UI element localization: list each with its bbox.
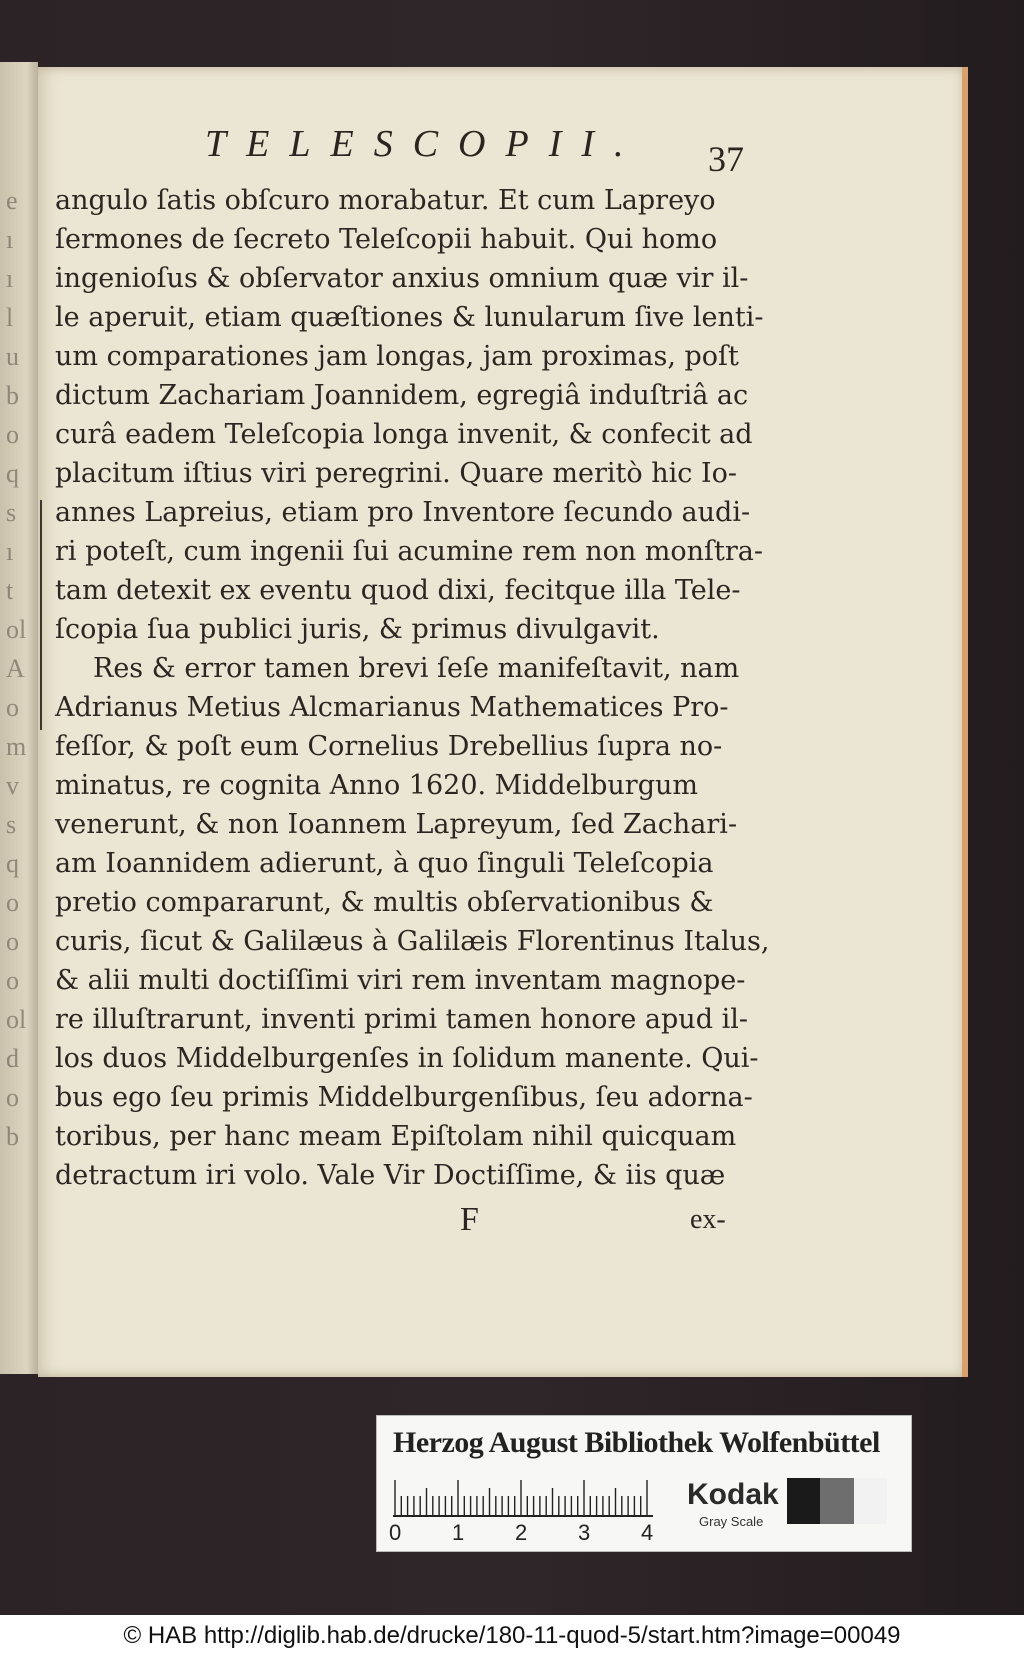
body-text (55, 181, 770, 1195)
text-line: feſſor, & poſt eum Cornelius Drebellius ſupra no- (55, 731, 723, 762)
gray-swatches (787, 1478, 887, 1524)
facing-page-letter: b (6, 381, 19, 410)
facing-page-letter: ı (6, 537, 14, 566)
text-line: los duos Middelburgenſes in ſolidum manente. Qui- (55, 1043, 759, 1074)
facing-page-letter: m (6, 732, 27, 761)
facing-page-letter: e (6, 186, 18, 215)
text-line: le aperuit, etiam quæſtiones & lunularum ſive lenti- (55, 302, 764, 333)
facing-page-letter: o (6, 693, 19, 722)
gray-scale-label: Gray Scale (699, 1514, 764, 1529)
ruler-numbers (389, 1520, 659, 1546)
ruler-number: 1 (452, 1520, 465, 1545)
facing-page-letter: o (6, 888, 19, 917)
text-line: ingenioſus & obſervator anxius omnium quæ vir il- (55, 263, 749, 294)
ruler-number: 2 (515, 1520, 528, 1545)
text-line: ri poteſt, cum ingenii ſui acumine rem non monſtra- (55, 536, 764, 567)
facing-page-letter: d (6, 1044, 19, 1073)
text-line: ſermones de ſecreto Teleſcopii habuit. Qui homo (55, 224, 718, 255)
source-footer: © HAB http://diglib.hab.de/drucke/180-11-quod-5/start.htm?image=00049 (0, 1615, 1024, 1657)
ruler-number: 0 (389, 1520, 402, 1545)
text-line: annes Lapreius, etiam pro Inventore ſecundo audi- (55, 497, 751, 528)
library-name: Herzog August Bibliothek Wolfenbüttel (393, 1426, 880, 1459)
text-line: curis, ſicut & Galilæus à Galilæis Florentinus Italus, (55, 926, 770, 957)
facing-page-letter: q (6, 459, 19, 488)
text-line: re illuſtrarunt, inventi primi tamen honore apud il- (55, 1004, 748, 1035)
facing-page-letter: ı (6, 264, 14, 293)
signature-mark: F (460, 1201, 479, 1238)
page-number: 37 (708, 139, 744, 179)
text-line: angulo ſatis obſcuro morabatur. Et cum Lapreyo (55, 185, 716, 216)
text-line: bus ego ſeu primis Middelburgenſibus, ſeu adorna- (55, 1082, 753, 1113)
facing-page-letter: l (6, 303, 14, 332)
text-line: um comparationes jam longas, jam proximas, poſt (55, 341, 739, 372)
margin-line (40, 500, 42, 730)
facing-page-letter: o (6, 1083, 19, 1112)
running-head: TELESCOPII. (205, 123, 644, 165)
kodak-logo: Kodak (687, 1478, 779, 1511)
text-line: Adrianus Metius Alcmarianus Mathematices Pro- (55, 692, 729, 723)
text-line: venerunt, & non Ioannem Lapreyum, ſed Zachari- (55, 809, 738, 840)
text-line: am Ioannidem adierunt, à quo ſinguli Teleſcopia (55, 848, 714, 879)
text-line: placitum iſtius viri peregrini. Quare meritò hic Io- (55, 458, 737, 489)
text-line: toribus, per hanc meam Epiſtolam nihil quicquam (55, 1121, 737, 1152)
text-line: ſcopia ſua publici juris, & primus divulgavit. (55, 614, 660, 645)
facing-page-edge (0, 62, 38, 1374)
ruler-number: 4 (641, 1520, 654, 1545)
facing-page-letter: v (6, 771, 19, 800)
text-line: tam detexit ex eventu quod dixi, fecitque illa Tele- (55, 575, 741, 606)
text-line: dictum Zachariam Joannidem, egregiâ induſtriâ ac (55, 380, 749, 411)
facing-page-letter: s (6, 498, 17, 527)
facing-page-letter: ol (6, 615, 27, 644)
facing-page-letter: o (6, 966, 19, 995)
text-line: & alii multi doctiſſimi viri rem inventam magnope- (55, 965, 746, 996)
facing-page-letter: s (6, 810, 17, 839)
facing-page-letter: A (6, 654, 25, 683)
text-line: curâ eadem Teleſcopia longa invenit, & confecit ad (55, 419, 753, 450)
facing-page-letter: o (6, 927, 19, 956)
facing-page-letter: ı (6, 225, 14, 254)
ruler-scale (393, 1476, 653, 1518)
facing-page-letter: u (6, 342, 19, 371)
library-color-card (376, 1415, 912, 1552)
facing-page-letter: ol (6, 1005, 27, 1034)
catchword: ex- (690, 1204, 726, 1235)
page-gilt-edge (962, 67, 968, 1377)
gray-swatch (854, 1478, 887, 1524)
facing-page-letter: t (6, 576, 14, 605)
text-line: Res & error tamen brevi ſeſe manifeſtavit, nam (93, 653, 740, 684)
facing-page-letter: b (6, 1122, 19, 1151)
ruler-number: 3 (578, 1520, 591, 1545)
text-line: minatus, re cognita Anno 1620. Middelburgum (55, 770, 698, 801)
gray-swatch (787, 1478, 820, 1524)
text-line: pretio compararunt, & multis obſervationibus & (55, 887, 714, 918)
facing-page-letter: o (6, 420, 19, 449)
text-line: detractum iri volo. Vale Vir Doctiſſime, & iis quæ (55, 1160, 726, 1191)
facing-page-letter: q (6, 849, 19, 878)
gray-swatch (820, 1478, 853, 1524)
